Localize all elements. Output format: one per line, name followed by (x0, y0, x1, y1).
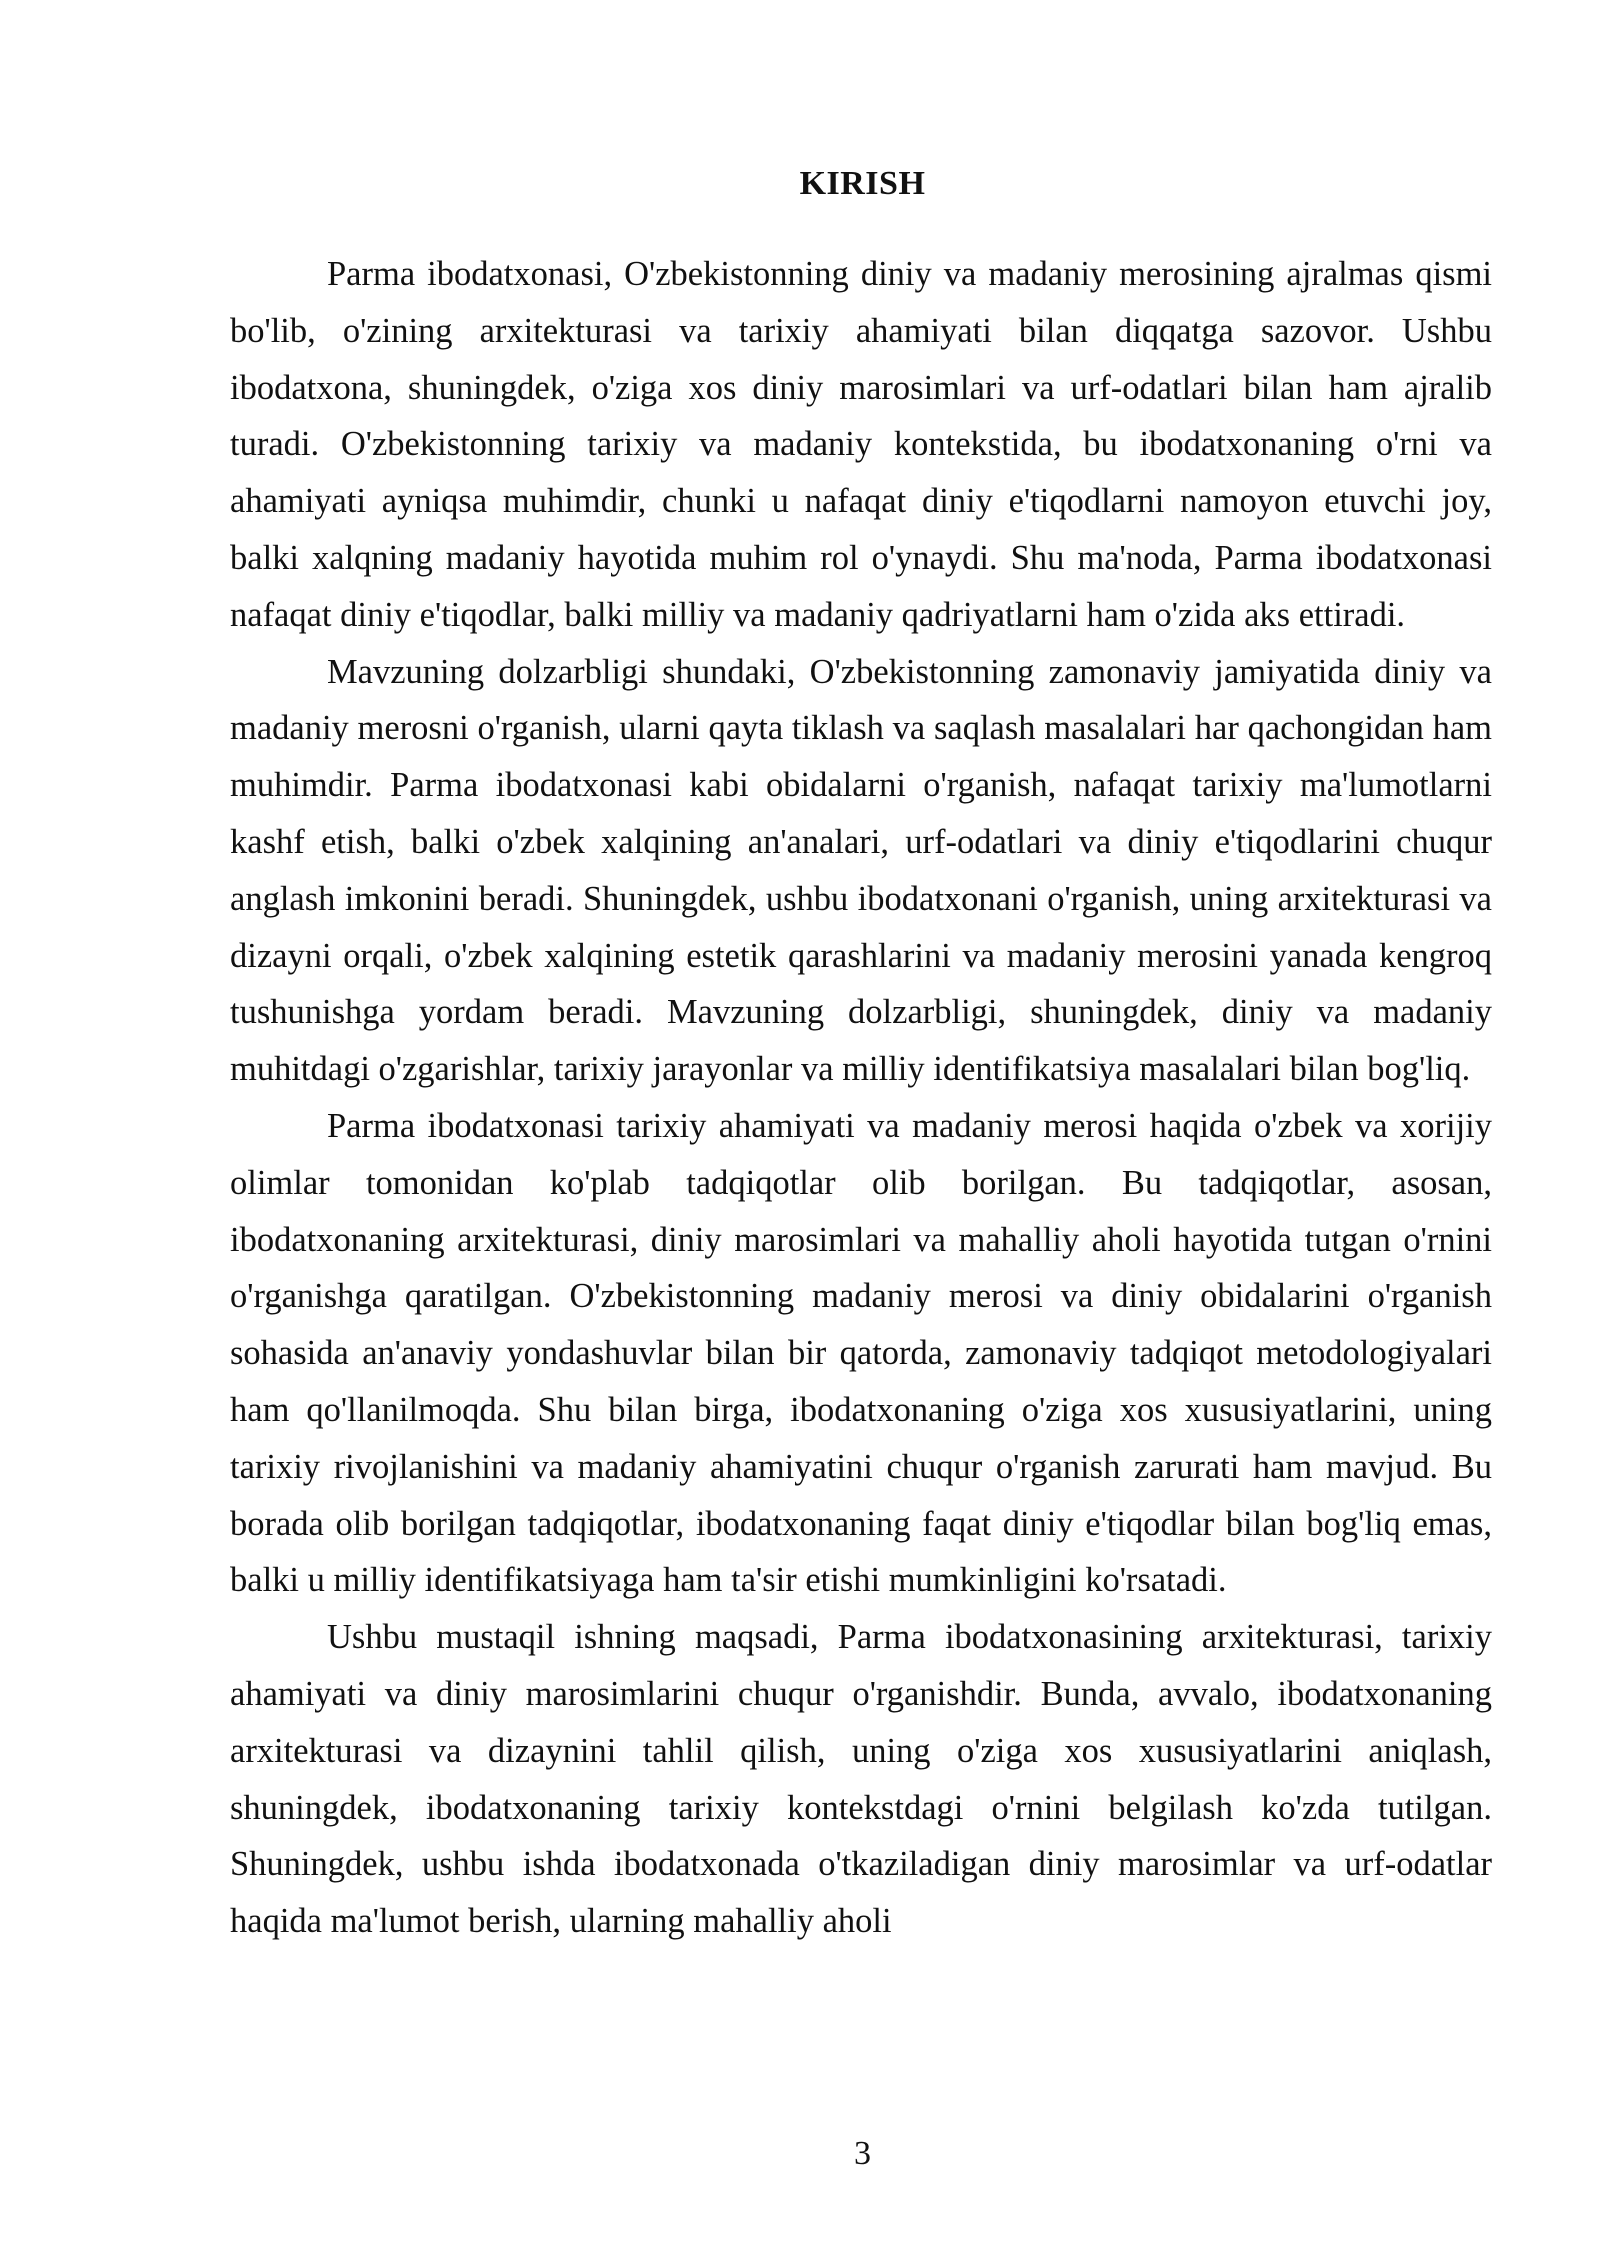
paragraph-1: Parma ibodatxonasi, O'zbekistonning diniy va madaniy merosining ajralmas qismi bo'lib, o'zining arxitekturasi va tarixiy ahamiyati bilan diqqatga sazovor. Ushbu ibodatxona, shuningdek, o'ziga xos diniy marosimlari va urf-odatlari bilan ham ajralib turadi. O'zbekistonning tarixiy va madaniy kontekstida, bu ibodatxonaning o'rni va ahamiyati ayniqsa muhimdir, chunki u nafaqat diniy e'tiqodlarni namoyon etuvchi joy, balki xalqning madaniy hayotida muhim rol o'ynaydi. Shu ma'noda, Parma ibodatxonasi nafaqat diniy e'tiqodlar, balki milliy va madaniy qadriyatlarni ham o'zida aks ettiradi. (230, 255, 1492, 634)
page-title: KIRISH (799, 165, 926, 202)
paragraph-2: Mavzuning dolzarbligi shundaki, O'zbekistonning zamonaviy jamiyatida diniy va madaniy merosni o'rganish, ularni qayta tiklash va saqlash masalalari har qachongidan ham muhimdir. Parma ibodatxonasi kabi obidalarni o'rganish, nafaqat tarixiy ma'lumotlarni kashf etish, balki o'zbek xalqining an'analari, urf-odatlari va diniy e'tiqodlarini chuqur anglash imkonini beradi. Shuningdek, ushbu ibodatxonani o'rganish, uning arxitekturasi va dizayni orqali, o'zbek xalqining estetik qarashlarini va madaniy merosini yanada kengroq tushunishga yordam beradi. Mavzuning dolzarbligi, shuningdek, diniy va madaniy muhitdagi o'zgarishlar, tarixiy jarayonlar va milliy identifikatsiya masalalari bilan bog'liq. (230, 652, 1492, 1089)
body-text (230, 246, 1492, 1950)
paragraph-3: Parma ibodatxonasi tarixiy ahamiyati va madaniy merosi haqida o'zbek va xorijiy olimlar tomonidan ko'plab tadqiqotlar olib borilgan. Bu tadqiqotlar, asosan, ibodatxonaning arxitekturasi, diniy marosimlari va mahalliy aholi hayotida tutgan o'rnini o'rganishga qaratilgan. O'zbekistonning madaniy merosi va diniy obidalarini o'rganish sohasida an'anaviy yondashuvlar bilan bir qatorda, zamonaviy tadqiqot metodologiyalari ham qo'llanilmoqda. Shu bilan birga, ibodatxonaning o'ziga xos xususiyatlarini, uning tarixiy rivojlanishini va madaniy ahamiyatini chuqur o'rganish zarurati ham mavjud. Bu borada olib borilgan tadqiqotlar, ibodatxonaning faqat diniy e'tiqodlar bilan bog'liq emas, balki u milliy identifikatsiyaga ham ta'sir etishi mumkinligini ko'rsatadi. (230, 1106, 1492, 1600)
page-number: 3 (854, 2135, 871, 2172)
paragraph-4: Ushbu mustaqil ishning maqsadi, Parma ibodatxonasining arxitekturasi, tarixiy ahamiyati va diniy marosimlarini chuqur o'rganishdir. Bunda, avvalo, ibodatxonaning arxitekturasi va dizaynini tahlil qilish, uning o'ziga xos xususiyatlarini aniqlash, shuningdek, ibodatxonaning tarixiy kontekstdagi o'rnini belgilash ko'zda tutilgan. Shuningdek, ushbu ishda ibodatxonada o'tkaziladigan diniy marosimlar va urf-odatlar haqida ma'lumot berish, ularning mahalliy aholi (230, 1618, 1492, 1941)
